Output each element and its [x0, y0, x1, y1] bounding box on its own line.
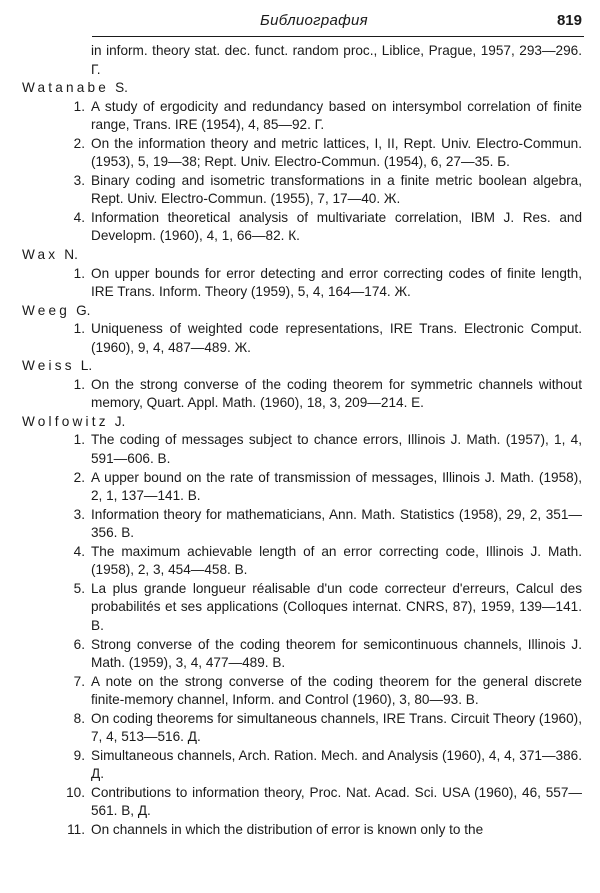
bib-entry — [73, 431, 582, 468]
bib-entry — [67, 821, 582, 840]
page-number: 819 — [556, 12, 582, 29]
entry-number: 7. — [73, 673, 85, 689]
entry-number: 9. — [73, 747, 85, 763]
entry-text: On the information theory and metric lattices, I, II, Rept. Univ. Electro-Commun. (1953), 5, 19—38; Rept. Univ. Electro-Commun. (1954), 6, 27—35. Б. — [91, 135, 582, 170]
entry-number: 1. — [73, 432, 85, 448]
entry-text: On coding theorems for simultaneous channels, IRE Trans. Circuit Theory (1960), 7, 4, 513—516. Д. — [91, 710, 582, 745]
entry-number: 6. — [73, 636, 85, 652]
author-surname: Weiss — [22, 358, 75, 374]
author-initials: G. — [76, 302, 91, 318]
bib-entry — [73, 543, 582, 580]
entry-number: 5. — [73, 580, 85, 596]
bib-entry — [73, 376, 582, 413]
entry-number: 4. — [73, 209, 85, 225]
continued-entry: in inform. theory stat. dec. funct. random proc., Liblice, Prague, 1957, 293—296. Г. — [91, 43, 582, 77]
entry-text: Information theory for mathematicians, Ann. Math. Statistics (1958), 29, 2, 351—356. В. — [91, 506, 582, 541]
author-initials: S. — [115, 80, 128, 96]
entry-text: Strong converse of the coding theorem for semicontinuous channels, Illinois J. Math. (1959), 3, 4, 477—489. В. — [91, 636, 582, 671]
bib-entry — [66, 784, 582, 821]
bib-entry — [73, 320, 582, 357]
bib-entry — [73, 172, 582, 209]
author-surname: Weeg — [22, 302, 71, 318]
entry-text: On channels in which the distribution of error is known only to the — [91, 821, 484, 837]
entry-text: The coding of messages subject to chance errors, Illinois J. Math. (1957), 1, 4, 591—606. В. — [91, 432, 582, 467]
entry-text: Simultaneous channels, Arch. Ration. Mech. and Analysis (1960), 4, 4, 371—386. Д. — [91, 747, 582, 782]
entry-text: Uniqueness of weighted code representations, IRE Trans. Electronic Comput. (1960), 9, 4, 487—489. Ж. — [91, 321, 582, 355]
entry-text: On upper bounds for error detecting and error correcting codes of finite length, IRE Trans. Inform. Theory (1959), 5, 4, 164—174. Ж. — [91, 265, 582, 300]
entry-text: La plus grande longueur réalisable d'un code correcteur d'erreurs, Calcul des probabilités et ses applications (Colloques internat. CNRS, 87), 1959, 139—141. В. — [91, 580, 582, 633]
entry-text: A note on the strong converse of the coding theorem for the general discrete finite-memory channel, Inform. and Control (1960), 3, 80—93. В. — [91, 673, 582, 708]
bib-entry — [73, 506, 582, 543]
entry-text: The maximum achievable length of an error correcting code, Illinois J. Math. (1958), 2, 3, 454—458. В. — [91, 543, 582, 578]
entry-number: 8. — [73, 710, 85, 726]
entry-text: On the strong converse of the coding theorem for symmetric channels without memory, Quart. Appl. Math. (1960), 18, 3, 209—214. Е. — [91, 376, 582, 411]
entry-text: Contributions to information theory, Proc. Nat. Acad. Sci. USA (1960), 46, 557—561. В, Д. — [91, 784, 582, 819]
entry-text: Information theoretical analysis of multivariate correlation, IBM J. Res. and Developm. (1960), 4, 1, 66—82. К. — [91, 209, 582, 244]
bib-entry — [73, 209, 582, 246]
running-title: Библиография — [260, 12, 368, 29]
author-surname: Wax — [22, 247, 59, 263]
bibliography-body — [0, 42, 600, 840]
bib-entry — [73, 673, 582, 710]
entry-number: 2. — [73, 135, 85, 151]
bib-entry — [73, 747, 582, 784]
bib-entry — [73, 469, 582, 506]
entry-text: A upper bound on the rate of transmission of messages, Illinois J. Math. (1958), 2, 1, 137—141. В. — [91, 469, 582, 504]
entry-number: 1. — [73, 376, 85, 392]
entry-number: 11. — [67, 821, 85, 837]
entry-number: 4. — [73, 543, 85, 559]
author-initials: J. — [114, 413, 126, 429]
running-header — [92, 10, 584, 37]
bib-entry — [73, 135, 582, 172]
author-heading — [22, 413, 600, 432]
author-surname: Wolfowitz — [22, 413, 109, 429]
entry-number: 2. — [73, 469, 85, 485]
entry-number: 10. — [66, 784, 85, 800]
author-initials: L. — [80, 358, 93, 374]
author-heading — [22, 79, 600, 98]
entry-number: 1. — [73, 265, 85, 281]
author-heading — [22, 246, 600, 265]
entry-text: Binary coding and isometric transformations in a finite metric boolean algebra, Rept. Univ. Electro-Commun. (1955), 7, 17—40. Ж. — [91, 172, 582, 207]
author-initials: N. — [64, 247, 78, 263]
entry-number: 1. — [73, 321, 85, 337]
bib-entry — [73, 710, 582, 747]
author-heading — [22, 302, 600, 321]
author-surname: Watanabe — [22, 80, 110, 96]
entry-number: 1. — [73, 98, 85, 114]
bib-entry — [73, 580, 582, 636]
entry-number: 3. — [73, 506, 85, 522]
author-heading — [22, 357, 600, 376]
bib-entry — [73, 98, 582, 135]
entry-text: A study of ergodicity and redundancy based on intersymbol correlation of finite range, Trans. IRE (1954), 4, 85—92. Г. — [91, 98, 582, 133]
entry-number: 3. — [73, 172, 85, 188]
bib-entry — [73, 265, 582, 302]
bib-entry — [73, 636, 582, 673]
